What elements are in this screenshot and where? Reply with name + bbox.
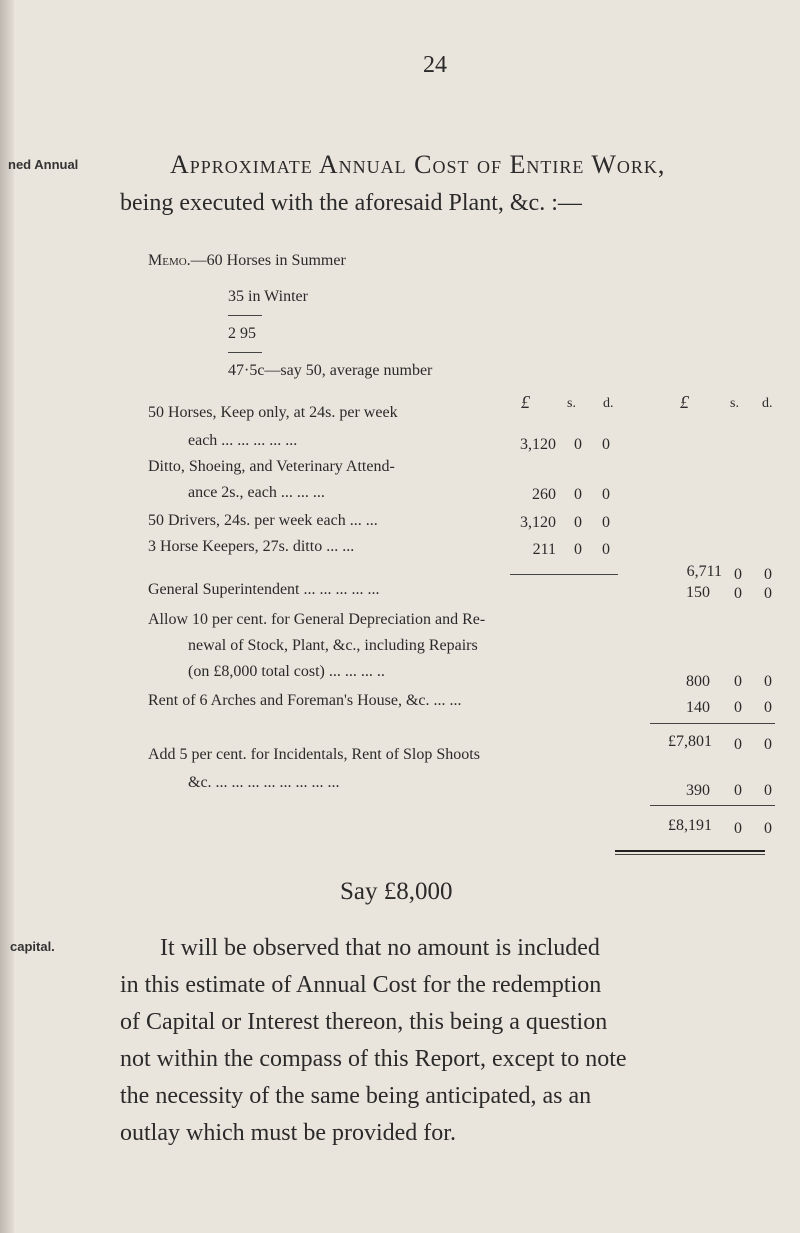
general-pence: 0 xyxy=(764,585,772,602)
total-rule-double-1 xyxy=(615,850,765,852)
depreciation-desc-2: newal of Stock, Plant, &c., including Repairs xyxy=(188,637,478,654)
item-pence: 0 xyxy=(602,486,610,503)
memo-line-4: 47·5c—say 50, average number xyxy=(228,362,433,379)
document-title: Approximate Annual Cost of Entire Work, xyxy=(170,150,666,179)
paragraph-line: in this estimate of Annual Cost for the redemption xyxy=(120,972,602,998)
total-shillings: 0 xyxy=(734,820,742,837)
item-desc: 3 Horse Keepers, 27s. ditto ... ... xyxy=(148,538,355,555)
depreciation-desc-1: Allow 10 per cent. for General Depreciation and Re- xyxy=(148,611,486,628)
header-shillings-2: s. xyxy=(730,396,739,411)
general-superintendent-desc: General Superintendent ... ... ... ... ... xyxy=(148,581,380,598)
rent-pence: 0 xyxy=(764,699,772,716)
margin-note-capital: capital. xyxy=(10,939,55,954)
item-desc: Ditto, Shoeing, and Veterinary Attend- xyxy=(148,458,395,475)
capital-paragraph xyxy=(120,930,770,1152)
subtotal2-pence: 0 xyxy=(764,736,772,753)
item-pence: 0 xyxy=(602,436,610,453)
paragraph-line: not within the compass of this Report, except to note xyxy=(120,1046,627,1072)
subtotal-rule-2 xyxy=(650,723,775,724)
subtotal2-shillings: 0 xyxy=(734,736,742,753)
rent-pounds: 140 xyxy=(686,699,710,716)
header-pounds-2: £ xyxy=(680,392,689,412)
memo-line-3: 2 95 xyxy=(228,325,256,342)
subtotal2-pounds: £7,801 xyxy=(668,733,712,750)
incidentals-desc-1: Add 5 per cent. for Incidentals, Rent of Slop Shoots xyxy=(148,746,480,763)
depreciation-pence: 0 xyxy=(764,673,772,690)
subtotal1-shillings: 0 xyxy=(734,566,742,583)
total-rule-double-2 xyxy=(615,854,765,855)
memo-line-2: 35 in Winter xyxy=(228,288,308,305)
item-pounds: 260 xyxy=(532,486,556,503)
item-shillings: 0 xyxy=(574,514,582,531)
memo-rule-1 xyxy=(228,315,262,316)
depreciation-desc-3: (on £8,000 total cost) ... ... ... .. xyxy=(188,663,385,680)
item-pounds: 211 xyxy=(532,541,556,558)
subtotal-rule-1 xyxy=(510,574,618,575)
item-shillings: 0 xyxy=(574,436,582,453)
general-pounds: 150 xyxy=(686,584,710,601)
item-pence: 0 xyxy=(602,541,610,558)
header-pence-1: d. xyxy=(603,396,614,411)
paragraph-line: outlay which must be provided for. xyxy=(120,1120,456,1146)
rent-desc: Rent of 6 Arches and Foreman's House, &c. ... ... xyxy=(148,692,462,709)
header-pence-2: d. xyxy=(762,396,773,411)
item-desc: 50 Drivers, 24s. per week each ... ... xyxy=(148,512,378,529)
paragraph-line: of Capital or Interest thereon, this being a question xyxy=(120,1009,608,1035)
item-desc: 50 Horses, Keep only, at 24s. per week xyxy=(148,404,398,421)
item-pence: 0 xyxy=(602,514,610,531)
depreciation-shillings: 0 xyxy=(734,673,742,690)
memo-line-1 xyxy=(148,252,346,270)
header-shillings-1: s. xyxy=(567,396,576,411)
memo-label: Memo. xyxy=(148,252,191,269)
page-gutter-shadow xyxy=(0,0,14,1233)
subtotal1-pence: 0 xyxy=(764,566,772,583)
general-shillings: 0 xyxy=(734,585,742,602)
item-desc-cont: ance 2s., each ... ... ... xyxy=(188,484,325,501)
item-shillings: 0 xyxy=(574,541,582,558)
incidentals-shillings: 0 xyxy=(734,782,742,799)
memo-rule-2 xyxy=(228,352,262,353)
margin-note-annual: ned Annual xyxy=(8,157,79,172)
item-pounds: 3,120 xyxy=(520,436,556,453)
total-pounds: £8,191 xyxy=(668,817,712,834)
incidentals-pounds: 390 xyxy=(686,782,710,799)
depreciation-pounds: 800 xyxy=(686,673,710,690)
paragraph-line: It will be observed that no amount is included xyxy=(160,935,600,961)
rent-shillings: 0 xyxy=(734,699,742,716)
item-desc-cont: each ... ... ... ... ... xyxy=(188,432,298,449)
total-rule-top xyxy=(650,805,775,806)
total-pence: 0 xyxy=(764,820,772,837)
header-pounds-1: £ xyxy=(521,392,530,412)
incidentals-desc-2: &c. ... ... ... ... ... ... ... ... xyxy=(188,774,340,791)
document-subtitle: being executed with the aforesaid Plant, &c. :— xyxy=(120,190,582,216)
item-shillings: 0 xyxy=(574,486,582,503)
item-pounds: 3,120 xyxy=(520,514,556,531)
page-number: 24 xyxy=(423,52,447,78)
incidentals-pence: 0 xyxy=(764,782,772,799)
paragraph-line: the necessity of the same being anticipated, as an xyxy=(120,1083,592,1109)
say-summary: Say £8,000 xyxy=(340,878,453,905)
subtotal1-pounds: 6,711 xyxy=(686,563,722,580)
memo-line-1-text: —60 Horses in Summer xyxy=(190,252,346,269)
